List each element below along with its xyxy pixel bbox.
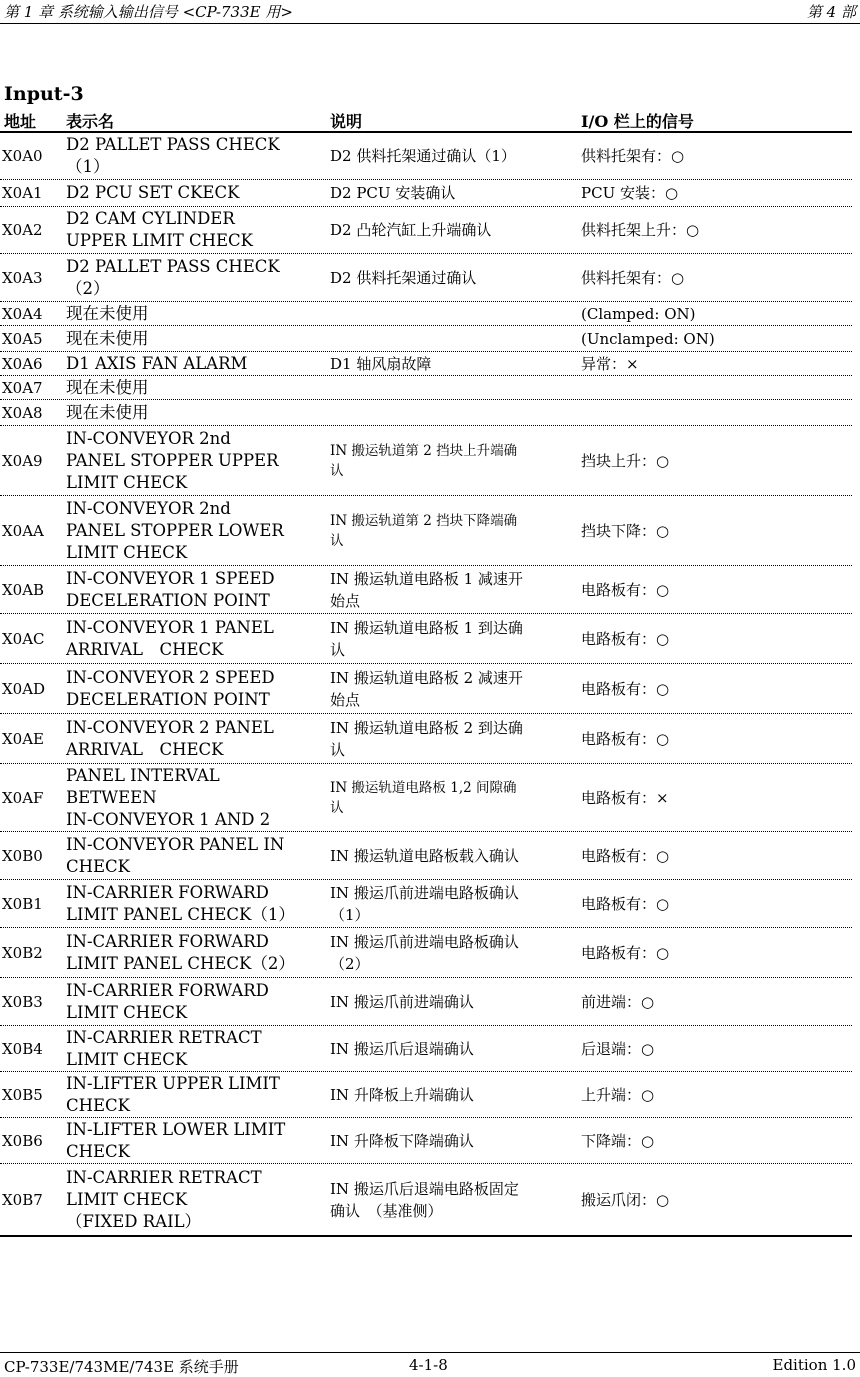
footer-manual-title: CP-733E/743ME/743E 系统手册 xyxy=(4,1358,239,1376)
io-signal-cell: 供料托架上升：○ xyxy=(581,221,700,239)
footer-rule xyxy=(0,1352,860,1353)
display-name-cell: 现在未使用 xyxy=(66,377,149,397)
address-cell: X0A4 xyxy=(2,304,43,323)
address-cell: X0A1 xyxy=(2,184,43,202)
display-name-cell: IN-CARRIER FORWARD LIMIT PANEL CHECK（1） xyxy=(66,882,295,924)
description-cell xyxy=(330,400,570,425)
io-signal-cell: 电路板有：○ xyxy=(581,679,670,698)
table-row xyxy=(0,426,852,496)
table-row xyxy=(0,207,852,254)
column-header-address: 地址 xyxy=(4,112,37,131)
display-name-cell: D2 PALLET PASS CHECK （1） xyxy=(66,135,280,176)
description-cell: D2 PCU 安装确认 xyxy=(330,184,456,202)
address-cell: X0B7 xyxy=(2,1190,43,1209)
io-signal-cell: 电路板有：○ xyxy=(581,629,670,648)
table-row xyxy=(0,1026,852,1072)
table-row xyxy=(0,326,852,352)
io-signal-cell: 下降端：○ xyxy=(581,1131,655,1150)
io-signal-cell: 前进端：○ xyxy=(581,992,655,1011)
description-cell xyxy=(330,302,570,325)
table-row xyxy=(0,302,852,326)
page-header-left: 第 1 章 系统输入输出信号 <CP-733E 用> xyxy=(4,3,293,21)
display-name-cell: IN-CARRIER RETRACT LIMIT CHECK xyxy=(66,1027,262,1069)
display-name-cell: 现在未使用 xyxy=(66,303,149,323)
address-cell: X0AB xyxy=(2,580,45,599)
address-cell: X0B3 xyxy=(2,992,43,1011)
display-name-cell: IN-CARRIER FORWARD LIMIT PANEL CHECK（2） xyxy=(66,931,295,973)
io-signal-cell: 供料托架有：○ xyxy=(581,268,685,287)
io-signal-cell: 异常：× xyxy=(581,354,639,373)
description-cell: IN 搬运轨道电路板 1,2 间隙确 认 xyxy=(330,779,517,816)
footer-edition: Edition 1.0 xyxy=(772,1356,856,1374)
display-name-cell: IN-LIFTER UPPER LIMIT CHECK xyxy=(66,1073,280,1115)
description-cell xyxy=(330,376,570,399)
table-row xyxy=(0,400,852,426)
address-cell: X0B2 xyxy=(2,943,43,962)
table-row xyxy=(0,978,852,1026)
address-cell: X0A5 xyxy=(2,329,43,348)
address-cell: X0A3 xyxy=(2,268,43,287)
table-row xyxy=(0,832,852,880)
description-cell: IN 搬运轨道电路板载入确认 xyxy=(330,846,519,865)
table-row xyxy=(0,880,852,928)
table-row xyxy=(0,566,852,614)
display-name-cell: 现在未使用 xyxy=(66,328,149,348)
io-signal-cell: 电路板有：○ xyxy=(581,943,670,962)
address-cell: X0B0 xyxy=(2,846,43,865)
address-cell: X0A8 xyxy=(2,403,43,422)
display-name-cell: IN-CONVEYOR 1 SPEED DECELERATION POINT xyxy=(66,568,275,610)
description-cell: IN 升降板下降端确认 xyxy=(330,1131,474,1150)
table-row xyxy=(0,180,852,207)
description-cell: D2 凸轮汽缸上升端确认 xyxy=(330,221,492,239)
io-signal-cell: (Unclamped: ON) xyxy=(581,329,715,348)
description-cell: IN 搬运轨道电路板 1 减速开 始点 xyxy=(330,569,523,610)
address-cell: X0AC xyxy=(2,629,45,648)
display-name-cell: IN-CONVEYOR 2nd PANEL STOPPER LOWER LIMIT CHECK xyxy=(66,498,284,562)
io-signal-cell: 后退端：○ xyxy=(581,1039,655,1058)
description-cell: D2 供料托架通过确认 xyxy=(330,268,477,287)
display-name-cell: IN-CARRIER FORWARD LIMIT CHECK xyxy=(66,980,269,1022)
display-name-cell: IN-CONVEYOR 2 SPEED DECELERATION POINT xyxy=(66,667,275,709)
address-cell: X0AF xyxy=(2,788,44,807)
display-name-cell: IN-CONVEYOR 2nd PANEL STOPPER UPPER LIMIT CHECK xyxy=(66,428,279,492)
description-cell: IN 搬运轨道第 2 挡块下降端确 认 xyxy=(330,512,518,549)
address-cell: X0AA xyxy=(2,521,44,540)
io-signal-cell: 电路板有：○ xyxy=(581,846,670,865)
display-name-cell: D2 PALLET PASS CHECK （2） xyxy=(66,256,280,298)
address-cell: X0A6 xyxy=(2,354,43,373)
address-cell: X0B5 xyxy=(2,1085,43,1104)
address-cell: X0A9 xyxy=(2,451,43,470)
description-cell: IN 搬运爪前进端电路板确认 （1） xyxy=(330,883,519,924)
io-signal-cell: 挡块上升：○ xyxy=(581,451,670,470)
io-signal-cell: (Clamped: ON) xyxy=(581,304,696,323)
table-row xyxy=(0,1164,852,1237)
column-header-display-name: 表示名 xyxy=(66,112,115,131)
table-row xyxy=(0,254,852,302)
display-name-cell: IN-CONVEYOR 1 PANEL ARRIVAL CHECK xyxy=(66,617,274,659)
io-signal-cell: 挡块下降：○ xyxy=(581,521,670,540)
address-cell: X0B1 xyxy=(2,894,43,913)
io-signal-cell xyxy=(581,400,851,425)
display-name-cell: IN-CONVEYOR PANEL IN CHECK xyxy=(66,834,285,876)
io-signal-cell: 搬运爪闭：○ xyxy=(581,1190,670,1209)
column-header-description: 说明 xyxy=(330,112,363,131)
description-cell: IN 搬运爪后退端电路板固定 确认 （基准侧） xyxy=(330,1179,519,1220)
table-row xyxy=(0,714,852,764)
table-row xyxy=(0,133,852,180)
io-signal-cell: 电路板有：○ xyxy=(581,894,670,913)
display-name-cell: D2 PCU SET CKECK xyxy=(66,183,240,202)
table-row xyxy=(0,1072,852,1118)
footer-page-number: 4-1-8 xyxy=(409,1356,448,1374)
address-cell: X0B4 xyxy=(2,1039,43,1058)
page-header-right: 第 4 部 xyxy=(806,3,856,21)
table-row xyxy=(0,614,852,664)
description-cell: IN 搬运爪前进端电路板确认 （2） xyxy=(330,932,519,973)
address-cell: X0A2 xyxy=(2,221,43,239)
address-cell: X0A7 xyxy=(2,378,43,397)
table-row xyxy=(0,496,852,566)
header-rule xyxy=(0,23,860,24)
address-cell: X0A0 xyxy=(2,147,43,165)
column-header-io-signal: I/O 栏上的信号 xyxy=(581,112,694,131)
io-signal-cell: 电路板有：○ xyxy=(581,580,670,599)
display-name-cell: 现在未使用 xyxy=(66,402,149,422)
section-title: Input-3 xyxy=(4,83,84,105)
description-cell xyxy=(330,326,570,351)
description-cell: IN 搬运轨道电路板 2 到达确 认 xyxy=(330,718,523,759)
description-cell: D2 供料托架通过确认（1） xyxy=(330,147,516,165)
io-signal-cell: 供料托架有：○ xyxy=(581,147,685,165)
table-row xyxy=(0,764,852,832)
display-name-cell: D1 AXIS FAN ALARM xyxy=(66,353,248,373)
display-name-cell: D2 CAM CYLINDER UPPER LIMIT CHECK xyxy=(66,209,253,250)
io-signal-cell: 电路板有：○ xyxy=(581,729,670,748)
display-name-cell: IN-LIFTER LOWER LIMIT CHECK xyxy=(66,1119,286,1161)
description-cell: D1 轴风扇故障 xyxy=(330,354,432,373)
address-cell: X0AE xyxy=(2,729,45,748)
address-cell: X0AD xyxy=(2,679,46,698)
description-cell: IN 搬运轨道电路板 1 到达确 认 xyxy=(330,618,523,659)
display-name-cell: PANEL INTERVAL BETWEEN IN-CONVEYOR 1 AND 2 xyxy=(66,765,271,829)
display-name-cell: IN-CARRIER RETRACT LIMIT CHECK （FIXED RAIL） xyxy=(66,1167,262,1231)
io-signal-cell xyxy=(581,376,851,399)
table-row xyxy=(0,352,852,376)
display-name-cell: IN-CONVEYOR 2 PANEL ARRIVAL CHECK xyxy=(66,717,274,759)
description-cell: IN 升降板上升端确认 xyxy=(330,1085,474,1104)
table-row xyxy=(0,664,852,714)
io-signal-cell: 电路板有：× xyxy=(581,788,669,807)
description-cell: IN 搬运轨道电路板 2 减速开 始点 xyxy=(330,668,523,709)
table-row xyxy=(0,376,852,400)
table-row xyxy=(0,928,852,978)
io-signal-cell: 上升端：○ xyxy=(581,1085,655,1104)
description-cell: IN 搬运爪后退端确认 xyxy=(330,1039,474,1058)
description-cell: IN 搬运爪前进端确认 xyxy=(330,992,474,1011)
description-cell: IN 搬运轨道第 2 挡块上升端确 认 xyxy=(330,442,518,479)
address-cell: X0B6 xyxy=(2,1131,43,1150)
table-row xyxy=(0,1118,852,1164)
io-signal-cell: PCU 安装：○ xyxy=(581,184,679,202)
